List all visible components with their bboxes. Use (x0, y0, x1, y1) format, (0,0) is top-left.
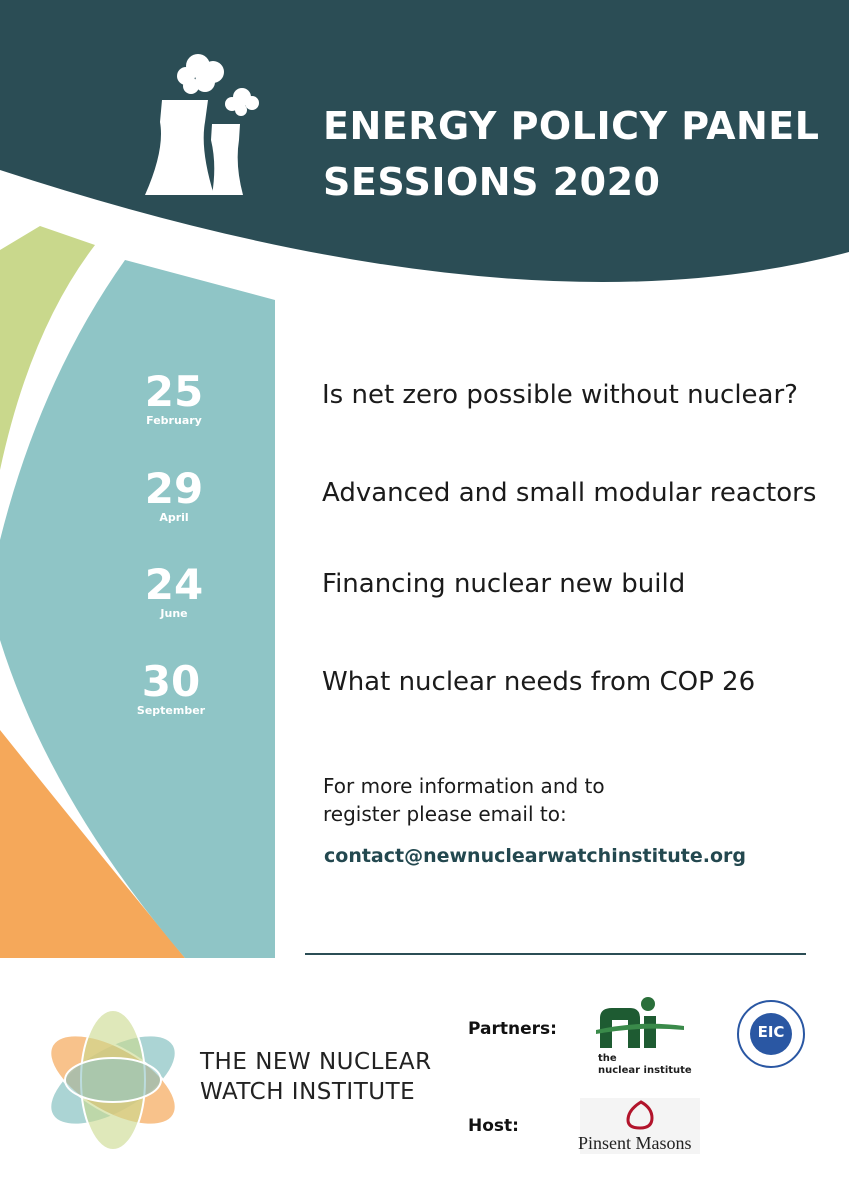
session-topic-2: Advanced and small modular reactors (322, 478, 817, 508)
session-day: 30 (141, 657, 201, 706)
nuclear-institute-logo-text (598, 1053, 692, 1077)
page-title (323, 98, 819, 210)
partners-label: Partners: (468, 1019, 557, 1039)
info-line-1: For more information and to (323, 774, 605, 798)
eic-logo-text (737, 1000, 805, 1068)
session-date-3 (114, 560, 234, 621)
session-date-2 (114, 464, 234, 525)
org-name-line-1: THE NEW NUCLEAR (200, 1049, 432, 1075)
eic-logo-mark: EIC (757, 1023, 785, 1041)
org-name (200, 1047, 432, 1107)
pinsent-masons-name: Pinsent Masons (578, 1133, 692, 1153)
info-text (323, 772, 605, 828)
nnwi-atom-logo (36, 1010, 189, 1150)
session-month: February (146, 414, 202, 427)
session-date-1 (114, 367, 234, 428)
session-month: April (159, 511, 189, 524)
session-day: 29 (144, 464, 204, 513)
title-line-2: SESSIONS 2020 (323, 160, 661, 204)
ni-logo-the: the (598, 1053, 617, 1064)
session-date-4 (111, 657, 231, 718)
contact-email-link[interactable]: contact@newnuclearwatchinstitute.org (324, 845, 746, 867)
title-line-1: ENERGY POLICY PANEL (323, 104, 820, 148)
session-topic-3: Financing nuclear new build (322, 569, 686, 599)
session-topic-1: Is net zero possible without nuclear? (322, 380, 798, 410)
session-topic-4: What nuclear needs from COP 26 (322, 667, 756, 697)
session-month: September (136, 704, 206, 717)
session-day: 25 (144, 367, 204, 416)
nuclear-institute-logo (596, 997, 684, 1048)
session-month: June (160, 607, 188, 620)
info-line-2: register please email to: (323, 802, 567, 826)
org-name-line-2: WATCH INSTITUTE (200, 1079, 416, 1105)
session-day: 24 (144, 560, 204, 609)
host-label: Host: (468, 1116, 519, 1136)
ni-logo-name: nuclear institute (598, 1065, 692, 1076)
